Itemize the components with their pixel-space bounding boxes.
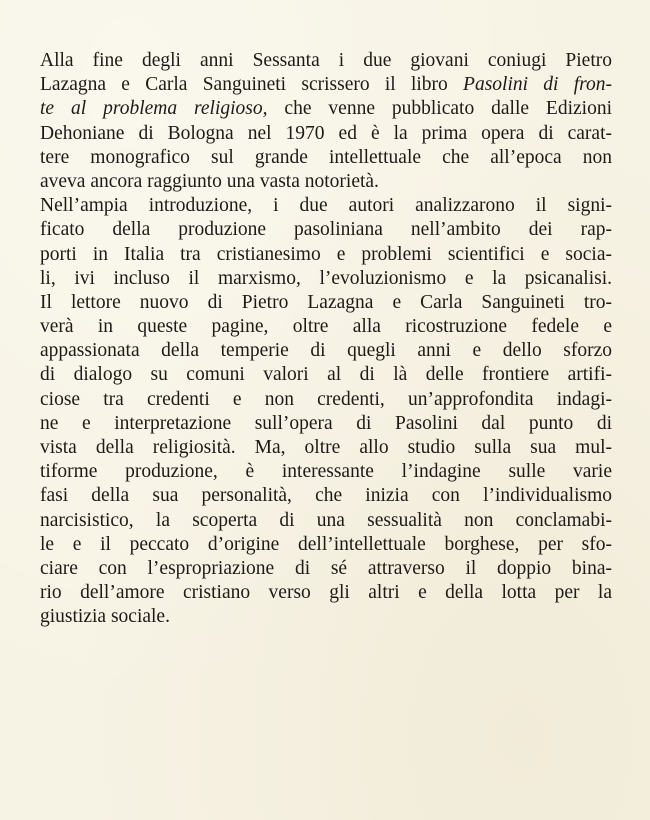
text-segment: appassionata della temperie di quegli anni e dello sforzo <box>40 340 612 362</box>
text-line <box>40 146 612 170</box>
text-segment: le e il peccato d’origine dell’intellettuale borghese, per sfo- <box>40 533 612 555</box>
text-line <box>40 363 612 387</box>
text-line <box>40 267 612 291</box>
text-segment: porti in Italia tra cristianesimo e problemi scientifici e socia- <box>40 243 612 265</box>
text-segment: narcisistico, la scoperta di una sessualità non conclamabi- <box>40 509 612 531</box>
text-line <box>40 291 612 315</box>
paragraph <box>40 49 612 194</box>
text-line <box>40 73 612 97</box>
blurb-text <box>40 49 612 630</box>
text-line <box>40 388 612 412</box>
text-line <box>40 97 612 121</box>
text-line <box>40 315 612 339</box>
text-segment: Lazagna e Carla Sanguineti scrissero il libro <box>40 74 464 96</box>
text-line <box>40 194 612 218</box>
text-line <box>40 484 612 508</box>
text-segment: Alla fine degli anni Sessanta i due giovani coniugi Pietro <box>40 50 612 71</box>
text-line <box>40 557 612 581</box>
text-segment: Il lettore nuovo di Pietro Lazagna e Carla Sanguineti tro- <box>40 291 612 313</box>
text-line <box>40 581 612 605</box>
paragraph <box>40 291 612 630</box>
text-line <box>40 122 612 146</box>
text-line <box>40 509 612 533</box>
text-line <box>40 49 612 73</box>
text-line <box>40 412 612 436</box>
text-line <box>40 460 612 484</box>
text-segment: ciose tra credenti e non credenti, un’approfondita indagi- <box>40 388 612 410</box>
text-line <box>40 218 612 242</box>
text-segment: aveva ancora raggiunto una vasta notorietà. <box>40 170 379 192</box>
text-line <box>40 436 612 460</box>
text-segment: fasi della sua personalità, che inizia con l’individualismo <box>40 485 612 507</box>
text-segment: li, ivi incluso il marxismo, l’evoluzionismo e la psicanalisi. <box>40 267 612 289</box>
text-segment: Dehoniane di Bologna nel 1970 ed è la prima opera di carat- <box>40 122 612 144</box>
text-segment: ne e interpretazione sull’opera di Pasolini dal punto di <box>40 412 612 434</box>
text-segment: Nell’ampia introduzione, i due autori analizzarono il signi- <box>40 195 612 217</box>
text-line <box>40 170 612 194</box>
text-segment: rio dell’amore cristiano verso gli altri e della lotta per la <box>40 582 612 604</box>
book-title-italic: te al problema religioso, <box>40 98 268 120</box>
text-segment: vista della religiosità. Ma, oltre allo studio sulla sua mul- <box>40 437 612 458</box>
text-segment: ciare con l’espropriazione di sé attraverso il doppio bina- <box>40 557 612 579</box>
text-segment: di dialogo su comuni valori al di là delle frontiere artifi- <box>40 364 612 386</box>
text-line <box>40 533 612 557</box>
text-segment: verà in queste pagine, oltre alla ricostruzione fedele e <box>40 316 612 338</box>
text-segment: che venne pubblicato dalle Edizioni <box>267 98 613 120</box>
text-segment: ficato della produzione pasoliniana nell’ambito dei rap- <box>40 219 612 241</box>
text-segment: tere monografico sul grande intellettuale che all’epoca non <box>40 146 612 168</box>
book-title-italic: Pasolini di fron- <box>463 74 612 96</box>
text-line <box>40 243 612 267</box>
text-segment: tiforme produzione, è interessante l’indagine sulle varie <box>40 461 612 483</box>
text-segment: giustizia sociale. <box>40 606 170 628</box>
paragraph <box>40 194 612 291</box>
text-line <box>40 605 612 629</box>
text-line <box>40 339 612 363</box>
